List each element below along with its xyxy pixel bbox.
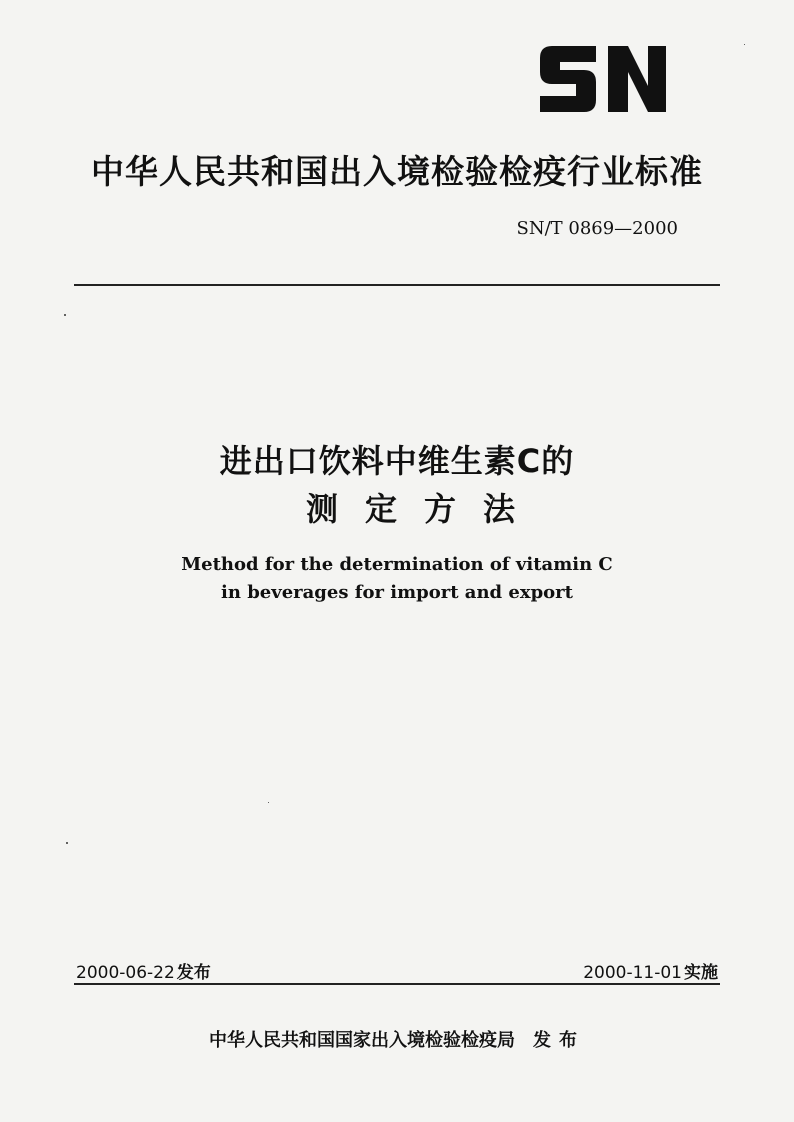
scan-speck xyxy=(268,802,269,803)
scan-speck xyxy=(66,842,68,844)
top-divider xyxy=(74,284,720,286)
bottom-divider xyxy=(74,983,720,985)
standard-number: SN/T 0869—2000 xyxy=(516,218,678,239)
english-title-line1: Method for the determination of vitamin C xyxy=(181,554,613,575)
scan-speck xyxy=(744,44,745,45)
issue-label: 发布 xyxy=(176,963,211,983)
implementation-label: 实施 xyxy=(684,963,718,983)
scan-speck xyxy=(64,314,66,316)
issuing-authority-title: 中华人民共和国出入境检验检疫行业标准 xyxy=(91,152,703,191)
publisher-name: 中华人民共和国国家出入境检验检疫局 xyxy=(209,1030,515,1051)
publisher-block xyxy=(0,1026,794,1052)
issue-date: 2000-06-22 xyxy=(76,963,175,983)
chinese-title-line1: 进出口饮料中维生素C的 xyxy=(219,442,575,480)
publisher-label: 发布 xyxy=(533,1030,585,1051)
sn-logo xyxy=(536,38,672,120)
implementation-date: 2000-11-01 xyxy=(583,963,682,983)
chinese-title-line2: 测定方法 xyxy=(305,490,542,528)
issue-date-block xyxy=(76,958,211,983)
implementation-date-block xyxy=(583,958,718,983)
english-title-line2: in beverages for import and export xyxy=(221,582,573,603)
